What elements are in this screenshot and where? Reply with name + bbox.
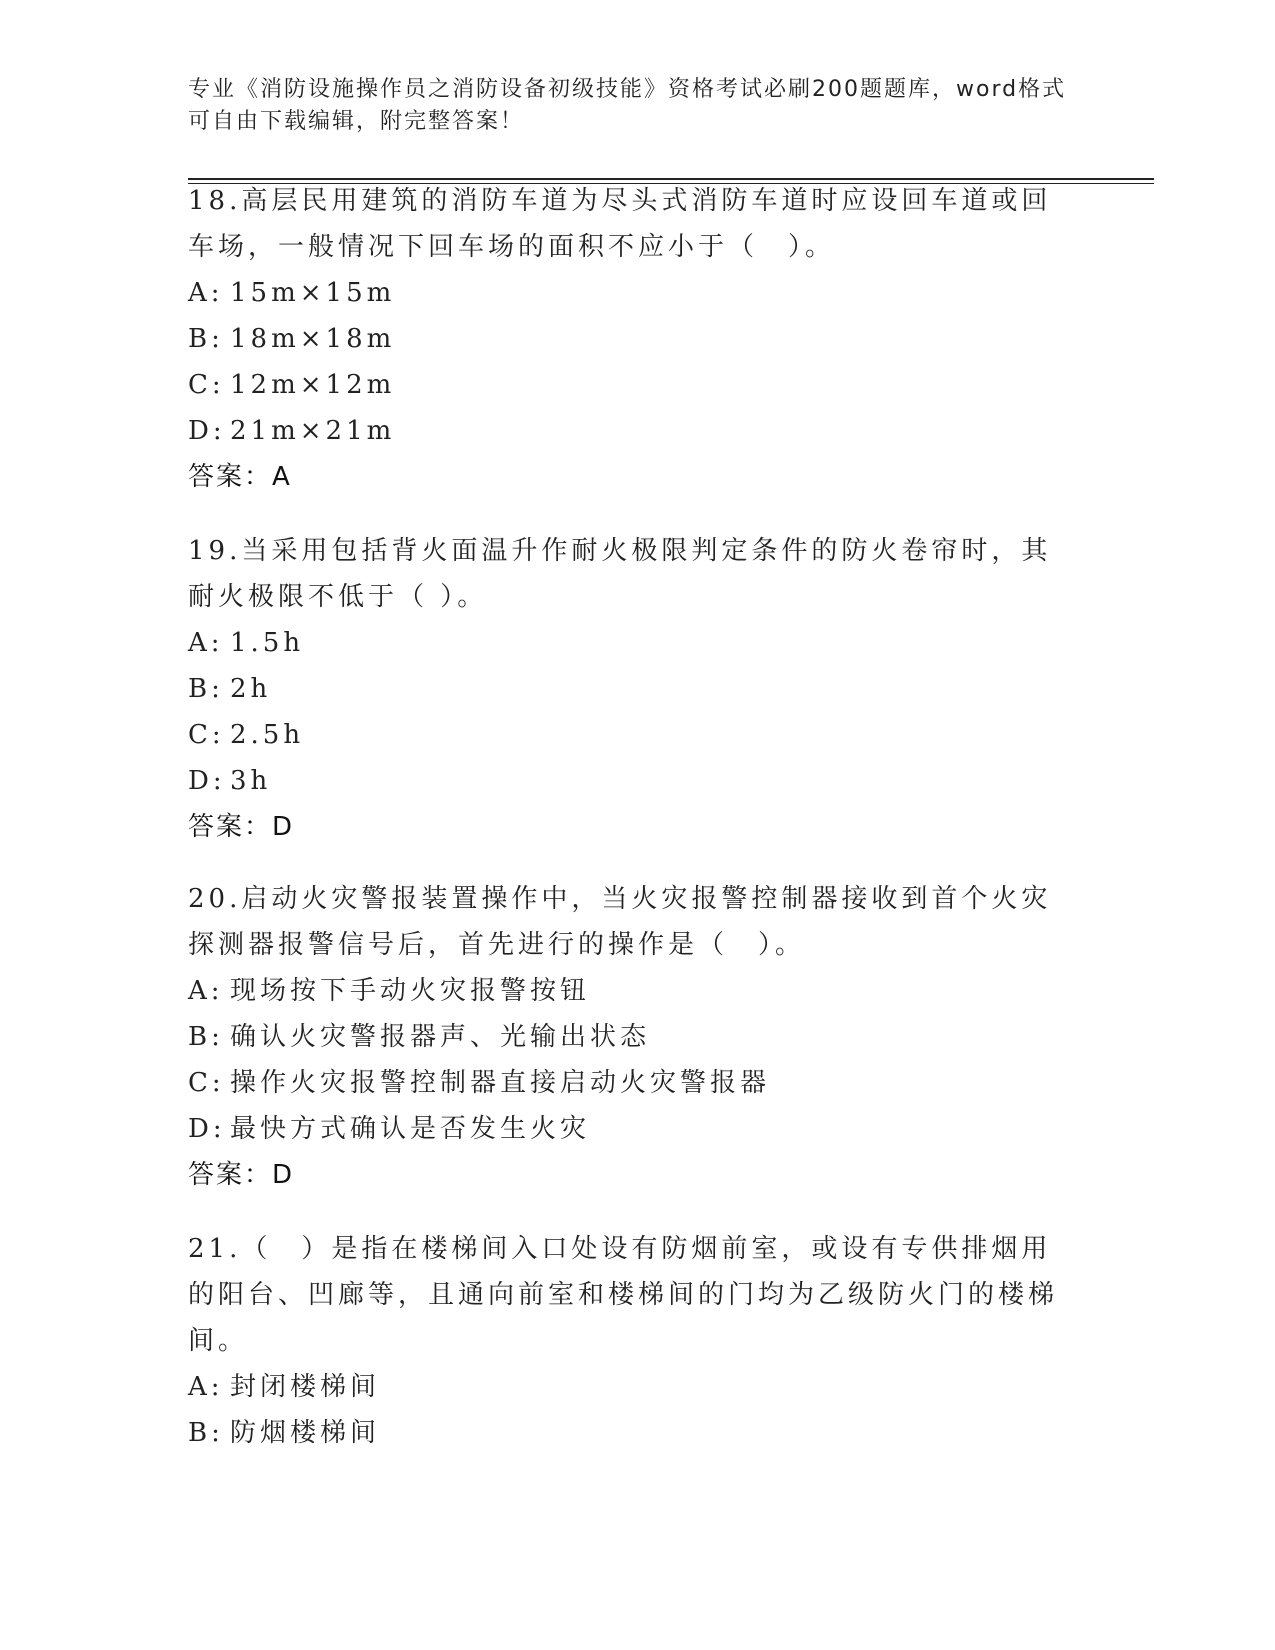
option-a <box>188 968 1078 1014</box>
option-b <box>188 666 1078 712</box>
option-key: C: <box>188 370 225 400</box>
option-b <box>188 316 1078 362</box>
option-text: 18m×18m <box>230 324 396 354</box>
answer-line: 答案：D <box>188 812 295 842</box>
option-key: D: <box>188 1114 226 1144</box>
option-key: D: <box>188 766 226 796</box>
document-header: 专业《消防设施操作员之消防设备初级技能》资格考试必刷200题题库，word格式可自由下载编辑，附完整答案！ <box>188 77 1067 134</box>
option-text: 12m×12m <box>230 370 396 400</box>
option-key: B: <box>188 674 224 704</box>
option-a <box>188 270 1078 316</box>
question-stem: 19.当采用包括背火面温升作耐火极限判定条件的防火卷帘时，其耐火极限不低于（ ）。 <box>188 536 1052 612</box>
option-key: D: <box>188 416 226 446</box>
question-stem: 21.（ ）是指在楼梯间入口处设有防烟前室，或设有专供排烟用的阳台、凹廊等，且通向前室和楼梯间的门均为乙级防火门的楼梯间。 <box>188 1234 1059 1356</box>
option-text: 1.5h <box>230 628 305 658</box>
option-text: 3h <box>230 766 272 796</box>
option-text: 操作火灾报警控制器直接启动火灾警报器 <box>230 1068 771 1098</box>
question-19 <box>188 528 1078 850</box>
option-key: A: <box>188 278 224 308</box>
option-key: A: <box>188 1372 224 1402</box>
option-text: 现场按下手动火灾报警按钮 <box>230 976 591 1006</box>
option-a <box>188 1364 1078 1410</box>
option-b <box>188 1014 1078 1060</box>
question-21 <box>188 1226 1078 1456</box>
answer-line: 答案：D <box>188 1160 295 1190</box>
option-text: 防烟楼梯间 <box>230 1418 381 1448</box>
option-text: 封闭楼梯间 <box>230 1372 381 1402</box>
option-key: C: <box>188 1068 225 1098</box>
question-18 <box>188 178 1078 500</box>
option-text: 确认火灾警报器声、光输出状态 <box>230 1022 651 1052</box>
option-text: 2.5h <box>230 720 305 750</box>
option-d <box>188 1106 1078 1152</box>
option-c <box>188 362 1078 408</box>
option-d <box>188 758 1078 804</box>
option-key: A: <box>188 628 224 658</box>
question-20 <box>188 876 1078 1198</box>
option-text: 15m×15m <box>230 278 396 308</box>
option-c <box>188 712 1078 758</box>
option-key: B: <box>188 1022 224 1052</box>
question-stem: 18.高层民用建筑的消防车道为尽头式消防车道时应设回车道或回车场，一般情况下回车场的面积不应小于（ ）。 <box>188 186 1052 262</box>
answer-line: 答案：A <box>188 462 292 492</box>
option-key: A: <box>188 976 224 1006</box>
option-a <box>188 620 1078 666</box>
option-c <box>188 1060 1078 1106</box>
option-text: 2h <box>230 674 272 704</box>
question-stem: 20.启动火灾警报装置操作中，当火灾报警控制器接收到首个火灾探测器报警信号后，首先进行的操作是（ ）。 <box>188 884 1052 960</box>
option-text: 21m×21m <box>230 416 396 446</box>
option-text: 最快方式确认是否发生火灾 <box>230 1114 591 1144</box>
option-key: B: <box>188 324 224 354</box>
option-key: C: <box>188 720 225 750</box>
option-b <box>188 1410 1078 1456</box>
option-key: B: <box>188 1418 224 1448</box>
option-d <box>188 408 1078 454</box>
